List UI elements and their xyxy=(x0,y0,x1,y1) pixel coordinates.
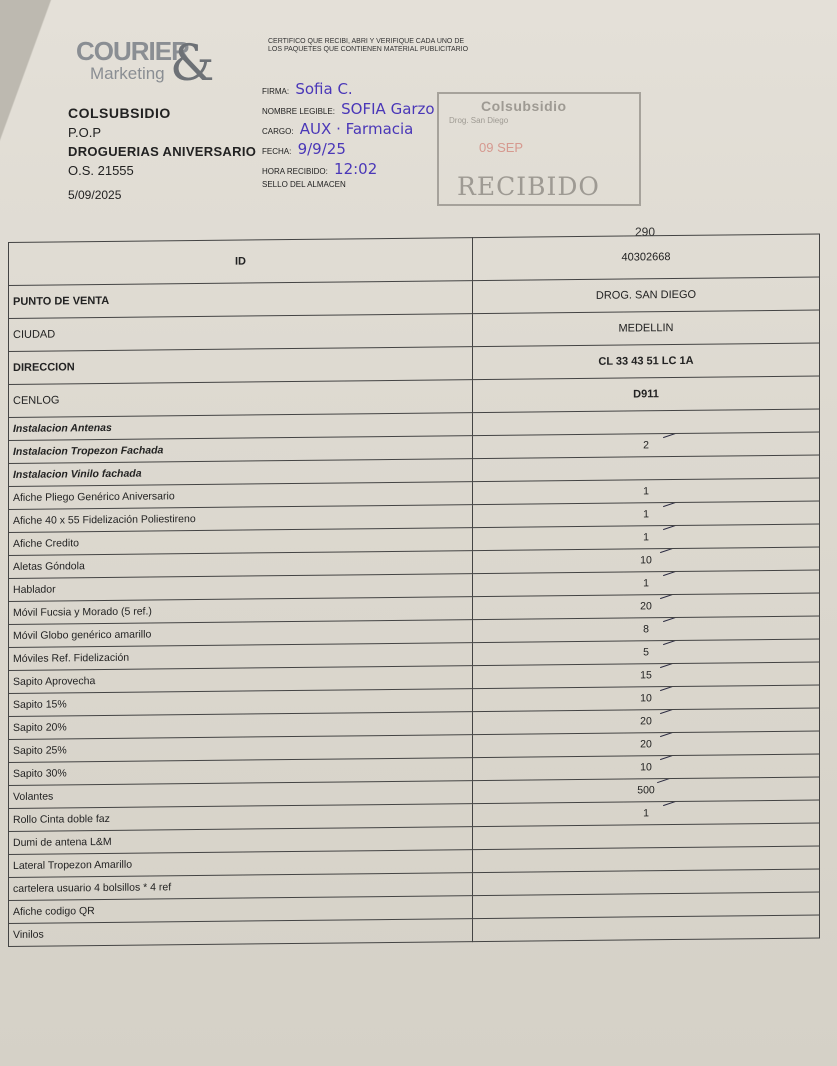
item-name: cartelera usuario 4 bolsillos * 4 ref xyxy=(9,873,473,901)
hora-label: HORA RECIBIDO: xyxy=(262,167,328,176)
sello-row xyxy=(262,180,346,189)
check-mark-icon xyxy=(660,685,696,701)
sello-label: SELLO DEL ALMACEN xyxy=(262,180,346,189)
item-qty xyxy=(643,577,649,589)
item-name: Vinilos xyxy=(9,919,473,947)
item-qty xyxy=(640,669,652,681)
check-mark-icon xyxy=(660,662,696,678)
item-name: Afiche Credito xyxy=(9,528,473,556)
item-qty xyxy=(640,600,652,612)
check-mark-icon xyxy=(660,547,696,563)
item-qty xyxy=(643,646,649,658)
item-qty-value: 20 xyxy=(640,600,652,613)
item-name: Lateral Tropezon Amarillo xyxy=(9,850,473,878)
check-mark-icon xyxy=(660,593,696,609)
check-mark-icon xyxy=(663,501,699,517)
firma-label: FIRMA: xyxy=(262,87,290,96)
cenlog-label: CENLOG xyxy=(9,380,473,418)
item-qty xyxy=(643,508,649,520)
item-qty xyxy=(643,485,649,497)
item-qty-value: 15 xyxy=(640,669,652,682)
item-qty xyxy=(640,554,652,566)
item-qty xyxy=(643,439,649,451)
item-name: Instalacion Antenas xyxy=(9,413,473,441)
item-name: Afiche codigo QR xyxy=(9,896,473,924)
check-mark-icon xyxy=(663,524,699,540)
stamp-brand: Colsubsidio xyxy=(481,98,567,114)
courier-logo xyxy=(70,34,215,92)
check-mark-icon xyxy=(663,639,699,655)
paper-shadow xyxy=(0,0,60,230)
document-date: 5/09/2025 xyxy=(68,188,122,202)
hora-row xyxy=(262,160,377,178)
item-qty-value: 10 xyxy=(640,692,652,705)
check-mark-icon xyxy=(663,570,699,586)
logo-ampersand: & xyxy=(170,34,215,92)
item-qty xyxy=(640,761,652,773)
punto-value: DROG. SAN DIEGO xyxy=(473,277,820,314)
cenlog-value: D911 xyxy=(473,376,820,413)
item-name: Móviles Ref. Fidelización xyxy=(9,643,473,671)
fecha-value: 9/9/25 xyxy=(297,140,346,158)
logo-text: COURIER xyxy=(76,36,189,66)
firma-signature: Sofia C. xyxy=(295,80,353,98)
item-name: Móvil Fucsia y Morado (5 ref.) xyxy=(9,597,473,625)
logo-subtext: Marketing xyxy=(90,64,165,83)
item-qty-cell xyxy=(473,915,820,942)
fecha-label: FECHA: xyxy=(262,147,292,156)
item-qty-value: 20 xyxy=(640,738,652,751)
item-qty xyxy=(640,738,652,750)
check-mark-icon xyxy=(660,708,696,724)
delivery-table xyxy=(8,233,820,947)
nombre-row xyxy=(262,100,435,118)
check-mark-icon xyxy=(663,616,699,632)
item-qty-value: 1 xyxy=(643,531,649,544)
item-name: Rollo Cinta doble faz xyxy=(9,804,473,832)
direccion-value: CL 33 43 51 LC 1A xyxy=(473,343,820,380)
firma-row xyxy=(262,80,353,98)
item-name: Dumi de antena L&M xyxy=(9,827,473,855)
nombre-value: SOFIA Garzo xyxy=(341,100,435,118)
hora-value: 12:02 xyxy=(334,160,378,178)
item-qty-value: 1 xyxy=(643,508,649,521)
campaign-name: DROGUERIAS ANIVERSARIO xyxy=(68,144,257,159)
item-name: Sapito 15% xyxy=(9,689,473,717)
item-qty xyxy=(643,531,649,543)
received-stamp xyxy=(437,92,641,206)
item-name: Afiche Pliego Genérico Aniversario xyxy=(9,482,473,510)
id-value: 40302668 xyxy=(473,234,820,281)
item-qty-value: 1 xyxy=(643,485,649,498)
item-qty-value: 500 xyxy=(637,784,655,797)
cargo-value: AUX · Farmacia xyxy=(299,120,414,138)
stamp-store: Drog. San Diego xyxy=(449,116,509,125)
check-mark-icon xyxy=(663,800,699,816)
stamp-word: RECIBIDO xyxy=(457,172,600,201)
cargo-row xyxy=(262,120,413,138)
item-qty xyxy=(640,715,652,727)
item-qty-value: 10 xyxy=(640,554,652,567)
check-mark-icon xyxy=(660,754,696,770)
nombre-label: NOMBRE LEGIBLE: xyxy=(262,107,335,116)
client-name: COLSUBSIDIO xyxy=(68,105,171,121)
item-qty xyxy=(643,807,649,819)
ciudad-label: CIUDAD xyxy=(9,314,473,352)
client-type: P.O.P xyxy=(68,125,102,140)
stamp-date: 09 SEP xyxy=(479,140,524,155)
direccion-label: DIRECCION xyxy=(9,347,473,385)
item-qty xyxy=(640,692,652,704)
item-name: Aletas Góndola xyxy=(9,551,473,579)
item-name: Sapito 20% xyxy=(9,712,473,740)
item-qty-value: 1 xyxy=(643,807,649,820)
item-name: Sapito 30% xyxy=(9,758,473,786)
fecha-row xyxy=(262,140,346,158)
item-qty-value: 2 xyxy=(643,439,649,452)
client-block xyxy=(68,104,256,205)
item-name: Afiche 40 x 55 Fidelización Poliestireno xyxy=(9,505,473,533)
item-qty-value: 20 xyxy=(640,715,652,728)
cargo-label: CARGO: xyxy=(262,127,294,136)
item-qty xyxy=(643,623,649,635)
item-name: Hablador xyxy=(9,574,473,602)
order-number: O.S. 21555 xyxy=(68,163,134,178)
item-name: Sapito Aprovecha xyxy=(9,666,473,694)
ciudad-value: MEDELLIN xyxy=(473,310,820,347)
item-name: Volantes xyxy=(9,781,473,809)
item-qty-value: 10 xyxy=(640,761,652,774)
item-name: Sapito 25% xyxy=(9,735,473,763)
item-name: Instalacion Tropezon Fachada xyxy=(9,436,473,464)
check-mark-icon xyxy=(663,432,699,448)
certification-text: CERTIFICO QUE RECIBI, ABRI Y VERIFIQUE CADA UNO DE LOS PAQUETES QUE CONTIENEN MATERIAL PUBLICITARIO xyxy=(268,38,469,53)
item-qty-value: 1 xyxy=(643,577,649,590)
punto-label: PUNTO DE VENTA xyxy=(9,281,473,319)
item-qty-value: 5 xyxy=(643,646,649,659)
check-mark-icon xyxy=(657,777,693,793)
item-name: Instalacion Vinilo fachada xyxy=(9,459,473,487)
check-mark-icon xyxy=(660,731,696,747)
page-number: 290 xyxy=(635,225,656,239)
item-qty xyxy=(637,784,655,796)
item-qty-value: 8 xyxy=(643,623,649,636)
item-name: Móvil Globo genérico amarillo xyxy=(9,620,473,648)
id-label: ID xyxy=(9,238,473,286)
